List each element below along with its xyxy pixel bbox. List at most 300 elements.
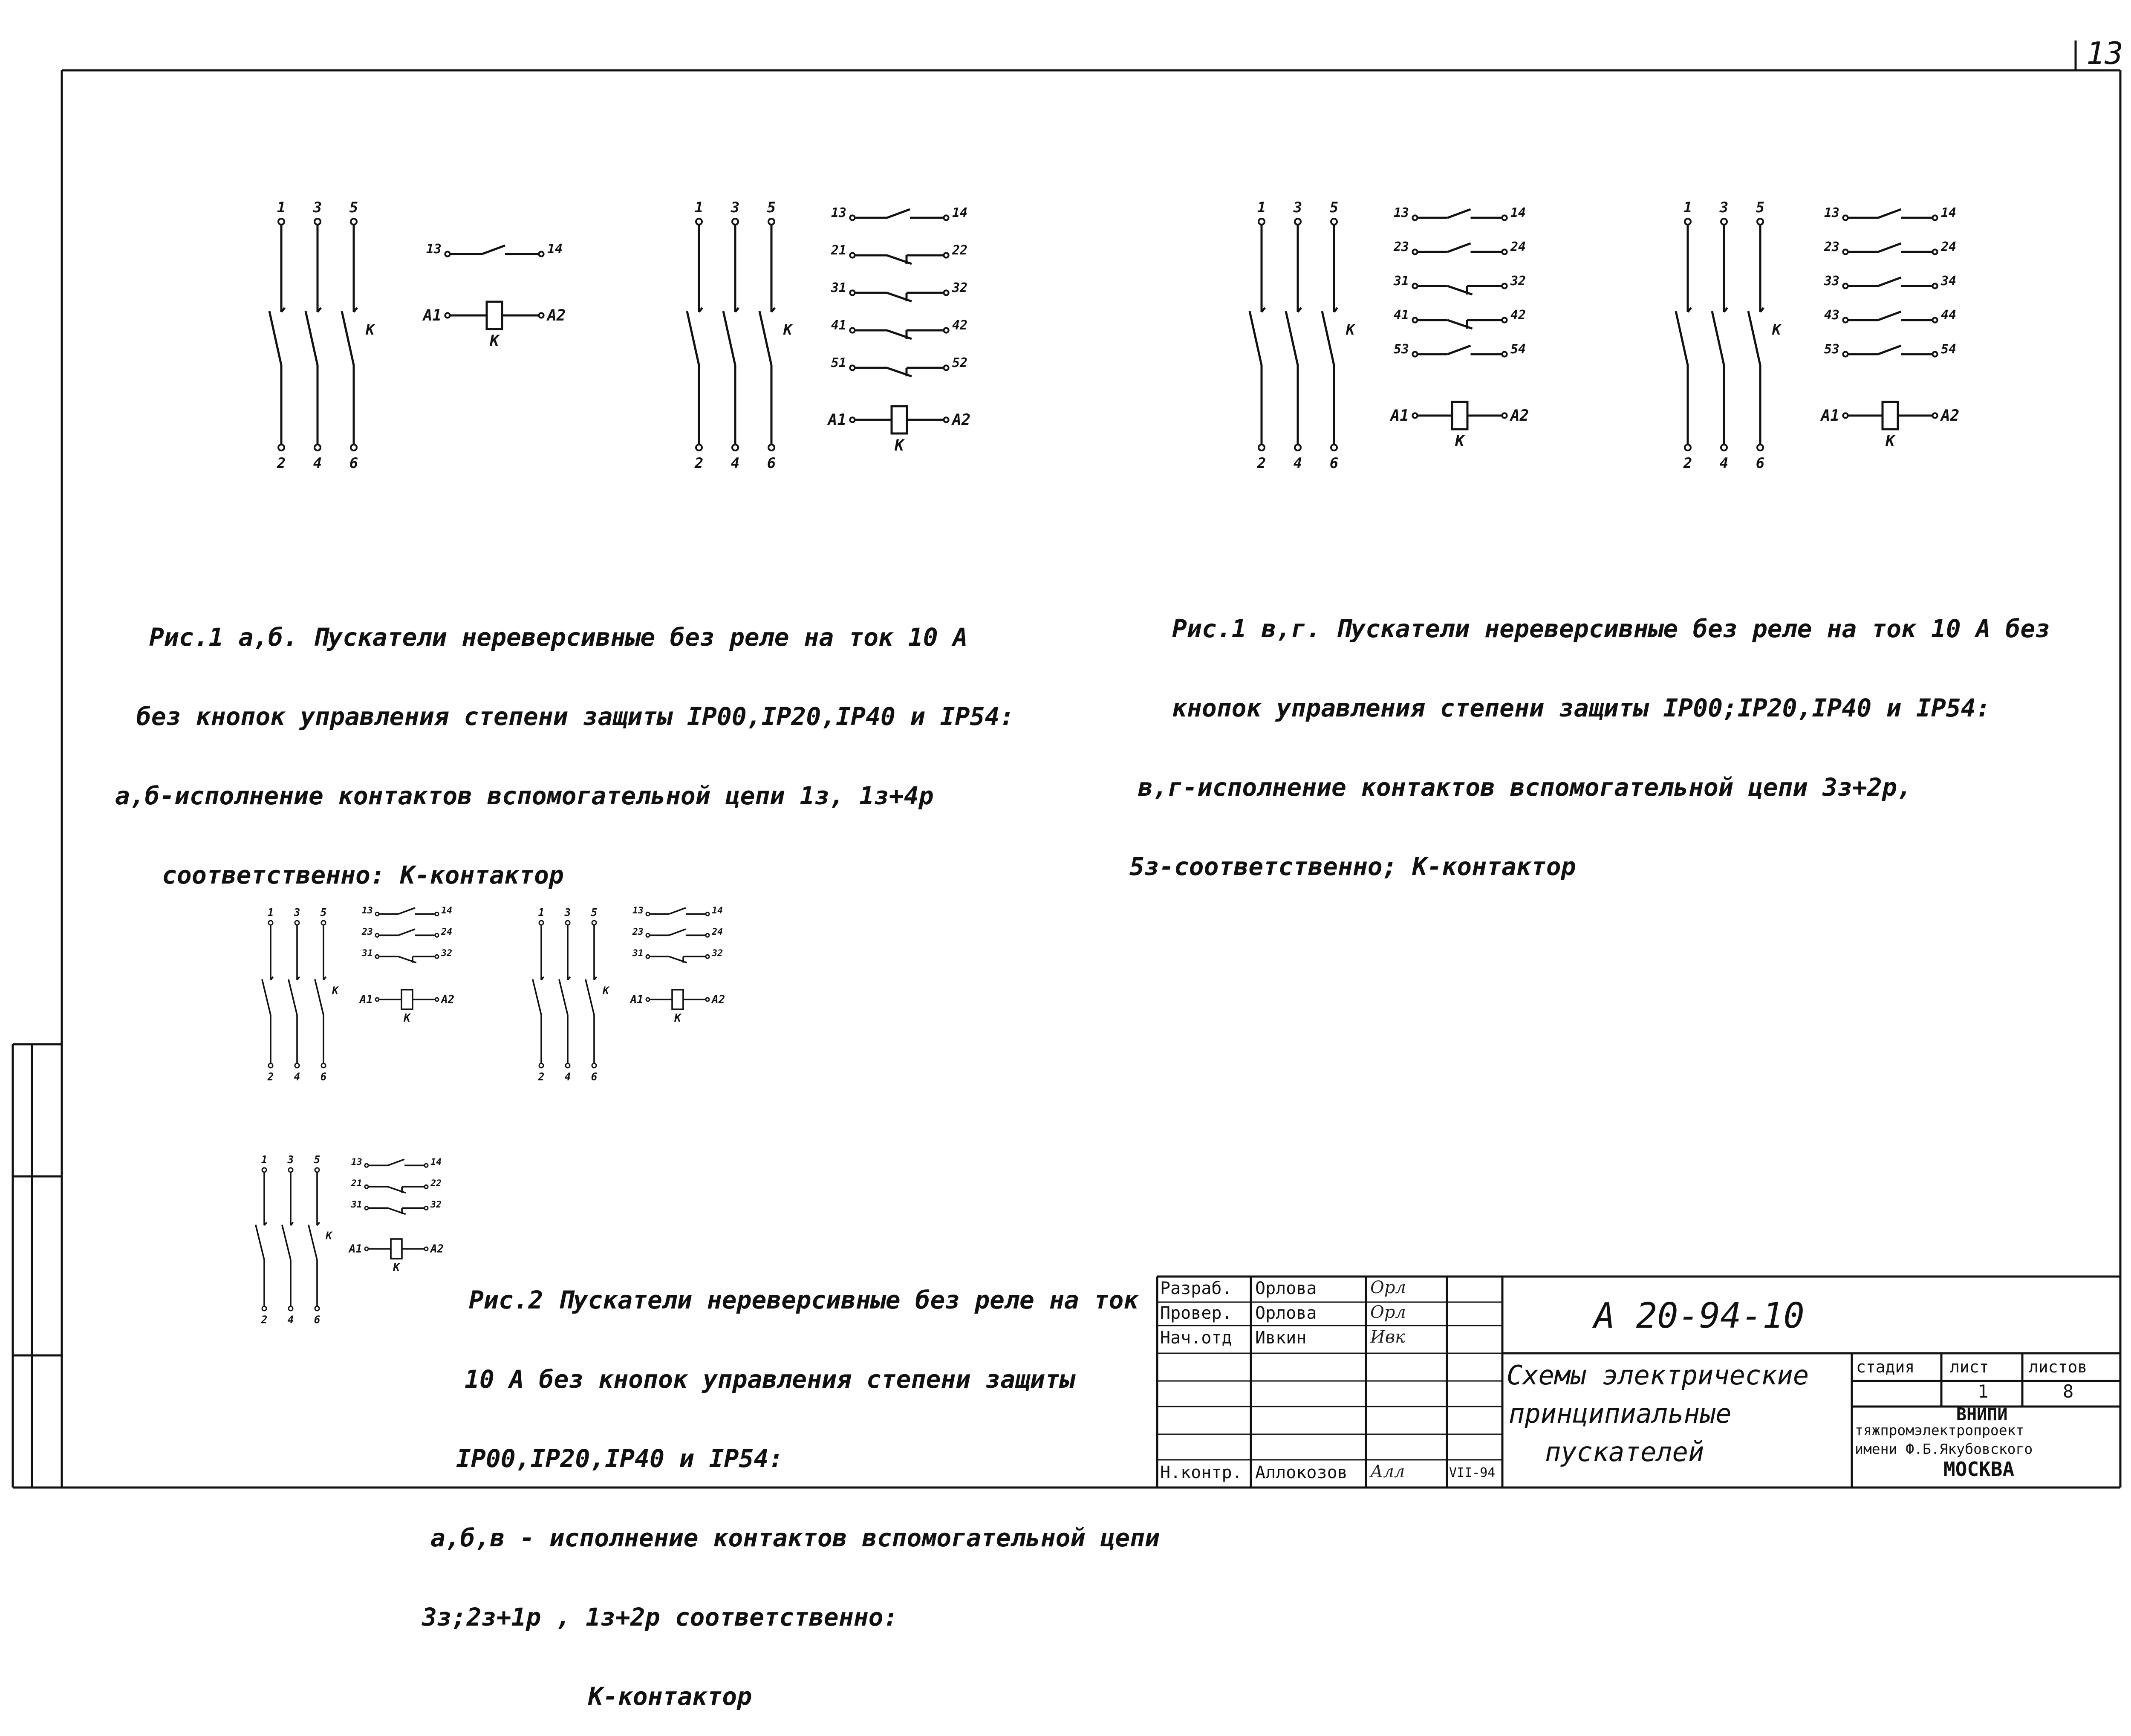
contactor-label: К	[366, 321, 375, 338]
aux-make-blade	[1878, 209, 1901, 218]
aux-make-blade	[398, 929, 415, 935]
aux-break-blade	[1448, 320, 1473, 329]
aux-term-b	[424, 1206, 428, 1210]
terminal-bottom	[732, 445, 738, 451]
terminal-top	[732, 219, 738, 225]
contactor-coil	[391, 1239, 402, 1259]
terminal-top	[1259, 219, 1265, 225]
drawing-title-line2: принципиальные	[1509, 1398, 1732, 1429]
aux-term-a-label: 31	[632, 947, 644, 959]
aux-break-blade	[1448, 286, 1473, 295]
aux-term-b-label: 42	[1510, 308, 1526, 323]
main-contact-blade	[269, 311, 281, 365]
aux-term-a-label: 13	[1824, 205, 1839, 220]
aux-term-a-label: 51	[831, 355, 846, 370]
role-dept-head: Нач.отд	[1160, 1328, 1232, 1348]
caption-line: а,б-исполнение контактов вспомогательной цепи 1з, 1з+4р	[115, 781, 934, 810]
coil-a1-label: А1	[1821, 407, 1839, 425]
aux-term-b	[944, 215, 948, 220]
sheets-header: листов	[2029, 1358, 2088, 1376]
terminal-bottom-label: 4	[1719, 455, 1729, 472]
terminal-bottom-label: 2	[267, 1070, 274, 1083]
coil-a2-label: А2	[1941, 407, 1960, 425]
terminal-bottom	[321, 1063, 326, 1068]
stage-header: стадия	[1856, 1358, 1915, 1376]
terminal-top-label: 1	[1683, 199, 1692, 216]
aux-term-a-label: 53	[1824, 342, 1839, 357]
caption-line: кнопок управления степени защиты IP00;IP20,IP40 и IP54:	[1172, 693, 1991, 722]
contactor-label: К	[783, 321, 792, 338]
schematic-fig2-b	[533, 905, 725, 1083]
aux-term-b	[539, 251, 543, 256]
aux-term-a	[365, 1185, 368, 1188]
caption-fig1-vg	[1129, 563, 2050, 906]
terminal-bottom	[696, 445, 702, 451]
terminal-bottom-label: 2	[1683, 455, 1692, 472]
aux-term-a	[1412, 318, 1417, 322]
main-contact-blade	[559, 979, 568, 1015]
signature-norm-control: Алл	[1370, 1462, 1405, 1482]
aux-term-a	[1843, 283, 1848, 288]
coil-term-a2	[706, 998, 709, 1001]
main-contact-blade	[262, 979, 271, 1015]
aux-break-blade	[887, 255, 912, 264]
terminal-bottom	[262, 1306, 266, 1311]
contactor-coil	[1883, 402, 1898, 429]
aux-term-b	[1502, 352, 1507, 356]
terminal-top	[1295, 219, 1301, 225]
aux-term-a-label: 33	[1824, 274, 1839, 289]
aux-term-b	[1502, 215, 1507, 220]
aux-make-blade	[1878, 312, 1901, 320]
main-contact-blade	[309, 1225, 317, 1260]
terminal-top-label: 1	[694, 199, 704, 216]
drawing-title-line3: пускателей	[1545, 1436, 1704, 1467]
role-developer: Разраб.	[1160, 1279, 1232, 1298]
contactor-coil	[672, 990, 683, 1009]
aux-term-a-label: 31	[361, 947, 373, 959]
terminal-bottom	[539, 1063, 543, 1068]
contactor-coil	[1452, 402, 1467, 429]
main-contact-blade	[1748, 311, 1760, 365]
schematic-fig1-v	[1250, 199, 1529, 472]
contactor-coil	[487, 302, 502, 329]
terminal-top	[269, 921, 273, 925]
role-norm-control: Н.контр.	[1160, 1463, 1242, 1482]
aux-term-b	[1502, 283, 1507, 288]
aux-make-blade	[1448, 209, 1471, 218]
terminal-bottom	[295, 1063, 299, 1068]
main-contact-blade	[759, 311, 771, 365]
aux-term-b	[944, 290, 948, 295]
main-contact-blade	[1250, 311, 1262, 365]
terminal-top	[262, 1168, 266, 1172]
main-contact-blade	[586, 979, 594, 1015]
terminal-bottom	[315, 445, 321, 451]
coil-term-a2	[435, 998, 439, 1001]
signature-developer: Орл	[1370, 1278, 1406, 1297]
terminal-bottom-label: 2	[277, 455, 286, 472]
aux-term-b	[1502, 318, 1507, 322]
terminal-top-label: 5	[320, 906, 327, 919]
aux-break-blade	[887, 368, 912, 376]
org-line1: ВНИПИ	[1956, 1405, 2008, 1424]
terminal-top	[696, 219, 702, 225]
aux-term-a-label: 31	[1393, 274, 1409, 289]
aux-term-b	[944, 365, 948, 370]
coil-term-a1	[365, 1247, 368, 1251]
main-contact-blade	[282, 1225, 291, 1260]
aux-make-blade	[1448, 243, 1471, 252]
caption-line: Рис.2 Пускатели нереверсивные без реле на ток	[469, 1285, 1139, 1314]
sign-date: VII-94	[1449, 1465, 1496, 1480]
aux-make-blade	[1878, 346, 1901, 354]
main-contact-blade	[1676, 311, 1688, 365]
terminal-top	[1331, 219, 1337, 225]
sheet-header: лист	[1950, 1358, 1989, 1376]
aux-make-blade	[388, 1159, 404, 1165]
main-contact-blade	[1712, 311, 1724, 365]
schematic-fig2-v	[256, 1153, 444, 1326]
aux-break-blade	[887, 330, 912, 339]
terminal-top-label: 3	[564, 906, 571, 919]
main-contact-blade	[687, 311, 699, 365]
terminal-bottom-label: 4	[1293, 455, 1302, 472]
contactor-label: К	[603, 984, 609, 997]
aux-term-b-label: 32	[430, 1199, 442, 1210]
terminal-top-label: 5	[591, 906, 598, 919]
contactor-coil	[892, 406, 907, 433]
aux-term-a	[1843, 249, 1848, 254]
schematic-fig1-a	[269, 199, 566, 472]
terminal-top-label: 5	[1329, 199, 1339, 216]
aux-term-a	[1843, 215, 1848, 220]
terminal-bottom	[768, 445, 774, 451]
org-line2: тяжпромэлектропроект	[1855, 1422, 2024, 1438]
aux-term-b-label: 24	[441, 926, 453, 937]
aux-term-b	[706, 955, 709, 958]
terminal-top	[278, 219, 284, 225]
aux-term-a-label: 53	[1393, 342, 1409, 357]
coil-label: К	[1455, 433, 1464, 450]
terminal-bottom	[1331, 445, 1337, 451]
terminal-bottom-label: 6	[1756, 455, 1765, 472]
terminal-top	[768, 219, 774, 225]
aux-term-b	[1932, 318, 1937, 322]
coil-term-a1	[1843, 413, 1848, 418]
name-dept-head: Ивкин	[1255, 1328, 1307, 1348]
aux-term-b-label: 14	[1941, 205, 1957, 220]
terminal-top	[321, 921, 326, 925]
contactor-coil	[401, 990, 413, 1009]
coil-label: К	[674, 1011, 681, 1025]
terminal-bottom	[1259, 445, 1265, 451]
aux-term-b-label: 32	[1510, 274, 1526, 289]
terminal-bottom-label: 6	[314, 1313, 321, 1326]
terminal-top-label: 5	[314, 1153, 321, 1166]
terminal-top-label: 3	[731, 199, 740, 216]
terminal-bottom-label: 2	[538, 1070, 545, 1083]
aux-term-a	[646, 955, 650, 958]
terminal-top	[315, 1168, 319, 1172]
coil-term-a1	[375, 998, 379, 1001]
aux-term-b-label: 14	[441, 905, 453, 916]
terminal-bottom-label: 4	[564, 1070, 571, 1083]
aux-term-a	[850, 215, 855, 220]
terminal-top-label: 1	[261, 1153, 268, 1166]
caption-fig1-ab	[115, 571, 1014, 915]
aux-term-b-label: 34	[1941, 274, 1957, 289]
caption-line: К-контактор	[588, 1682, 752, 1711]
org-line4: МОСКВА	[1943, 1458, 2015, 1481]
aux-term-a-label: 41	[1393, 308, 1409, 323]
aux-term-a	[850, 290, 855, 295]
coil-term-a1	[445, 313, 450, 318]
coil-a1-label: А1	[630, 993, 644, 1006]
signature-checker: Орл	[1370, 1303, 1406, 1322]
coil-term-a1	[646, 998, 650, 1001]
name-checker: Орлова	[1255, 1303, 1317, 1323]
aux-term-a-label: 13	[361, 905, 373, 916]
terminal-bottom	[1721, 445, 1727, 451]
aux-term-a-label: 13	[351, 1156, 362, 1167]
sheets-value: 8	[2063, 1381, 2074, 1402]
terminal-bottom-label: 4	[287, 1313, 294, 1326]
terminal-bottom-label: 6	[767, 455, 776, 472]
terminal-top-label: 1	[538, 906, 545, 919]
terminal-top-label: 3	[294, 906, 300, 919]
terminal-bottom	[278, 445, 284, 451]
aux-term-a	[850, 328, 855, 332]
aux-term-b	[1502, 249, 1507, 254]
terminal-bottom-label: 2	[261, 1313, 268, 1326]
terminal-bottom	[1685, 445, 1691, 451]
contactor-label: К	[1772, 321, 1781, 338]
page-number: 13	[2086, 35, 2123, 71]
terminal-top	[351, 219, 357, 225]
terminal-top-label: 5	[1756, 199, 1765, 216]
aux-term-b-label: 14	[1510, 205, 1526, 220]
main-contact-blade	[723, 311, 735, 365]
aux-term-a-label: 43	[1824, 308, 1839, 323]
aux-term-b	[435, 955, 439, 958]
aux-term-a	[365, 1206, 368, 1210]
main-contact-blade	[1322, 311, 1334, 365]
aux-term-b-label: 52	[952, 355, 968, 370]
terminal-top-label: 1	[267, 906, 274, 919]
caption-line: Рис.1 а,б. Пускатели нереверсивные без реле на ток 10 А	[149, 623, 968, 652]
coil-a2-label: А2	[441, 993, 455, 1006]
terminal-top-label: 1	[277, 199, 286, 216]
aux-term-b	[1932, 249, 1937, 254]
aux-break-blade	[887, 293, 912, 301]
aux-term-b-label: 54	[1510, 342, 1526, 357]
coil-label: К	[490, 332, 499, 350]
aux-term-b	[706, 933, 709, 937]
aux-break-blade	[669, 956, 687, 962]
coil-a1-label: А1	[828, 411, 846, 429]
contactor-label: К	[332, 984, 338, 997]
aux-term-a	[445, 251, 450, 256]
aux-term-a-label: 21	[351, 1178, 362, 1189]
aux-make-blade	[669, 929, 686, 935]
aux-make-blade	[482, 246, 505, 254]
caption-line: без кнопок управления степени защиты IP00,IP20,IP40 и IP54:	[136, 702, 1015, 731]
coil-term-a1	[1412, 413, 1417, 418]
aux-term-b-label: 42	[952, 318, 968, 333]
aux-term-a	[1412, 249, 1417, 254]
coil-a2-label: А2	[547, 307, 566, 324]
aux-term-b-label: 14	[952, 205, 968, 220]
caption-line: Рис.1 в,г. Пускатели нереверсивные без реле на ток 10 А без	[1172, 614, 2050, 643]
terminal-bottom	[1295, 445, 1301, 451]
aux-make-blade	[1448, 346, 1471, 354]
coil-term-a2	[1502, 413, 1507, 418]
org-line3: имени Ф.Б.Якубовского	[1855, 1441, 2033, 1457]
aux-term-b	[944, 328, 948, 332]
terminal-bottom	[289, 1306, 293, 1311]
terminal-top-label: 5	[767, 199, 776, 216]
terminal-bottom	[351, 445, 357, 451]
name-norm-control: Аллокозов	[1255, 1463, 1348, 1482]
terminal-bottom	[1757, 445, 1763, 451]
schematic-fig2-a	[262, 905, 454, 1083]
terminal-bottom-label: 4	[313, 455, 322, 472]
terminal-bottom	[566, 1063, 570, 1068]
aux-term-a-label: 23	[1393, 240, 1409, 254]
main-contact-blade	[306, 311, 318, 365]
role-checker: Провер.	[1160, 1303, 1232, 1323]
terminal-bottom-label: 2	[694, 455, 704, 472]
coil-a1-label: А1	[423, 307, 442, 324]
terminal-top-label: 3	[287, 1153, 294, 1166]
aux-term-b	[1932, 352, 1937, 356]
caption-line: а,б,в - исполнение контактов вспомогательной цепи	[430, 1523, 1160, 1552]
aux-term-b-label: 14	[430, 1156, 442, 1167]
aux-term-a	[850, 365, 855, 370]
aux-term-a-label: 13	[831, 205, 846, 220]
main-contact-blade	[256, 1225, 264, 1260]
aux-term-a-label: 13	[426, 242, 442, 257]
main-contact-blade	[289, 979, 297, 1015]
terminal-bottom-label: 6	[349, 455, 358, 472]
aux-term-a-label: 13	[1393, 205, 1409, 220]
terminal-top	[592, 921, 596, 925]
terminal-top	[566, 921, 570, 925]
caption-line: соответственно: К-контактор	[162, 861, 564, 890]
aux-term-b	[1932, 215, 1937, 220]
terminal-top-label: 1	[1257, 199, 1266, 216]
aux-term-a	[1412, 215, 1417, 220]
caption-line: 3з;2з+1р , 1з+2р соответственно:	[422, 1603, 898, 1632]
aux-make-blade	[1878, 243, 1901, 252]
aux-term-b-label: 22	[952, 243, 968, 258]
coil-a1-label: А1	[1390, 407, 1409, 425]
aux-term-b-label: 14	[712, 905, 723, 916]
terminal-bottom-label: 4	[731, 455, 740, 472]
aux-term-b	[1932, 283, 1937, 288]
aux-term-a	[1843, 352, 1848, 356]
terminal-top-label: 3	[1719, 199, 1729, 216]
aux-term-a-label: 23	[1824, 240, 1839, 254]
terminal-top	[1721, 219, 1727, 225]
coil-a1-label: А1	[349, 1242, 362, 1256]
caption-line: IP00,IP20,IP40 и IP54:	[456, 1444, 784, 1473]
aux-term-a	[375, 955, 379, 958]
schematic-fig1-g	[1676, 199, 1959, 472]
caption-line: в,г-исполнение контактов вспомогательной цепи 3з+2р,	[1138, 773, 1912, 802]
aux-term-a-label: 31	[351, 1199, 362, 1210]
terminal-bottom	[592, 1063, 596, 1068]
terminal-top	[295, 921, 299, 925]
aux-term-a	[646, 933, 650, 937]
aux-term-b-label: 22	[430, 1178, 442, 1189]
terminal-bottom-label: 6	[1329, 455, 1339, 472]
aux-term-a-label: 31	[831, 280, 846, 295]
main-contact-blade	[315, 979, 323, 1015]
coil-label: К	[393, 1261, 400, 1274]
aux-break-blade	[398, 956, 416, 962]
caption-fig2	[422, 1234, 1160, 1736]
aux-term-b-label: 14	[547, 242, 563, 257]
coil-term-a1	[850, 417, 855, 422]
aux-term-a-label: 23	[632, 926, 644, 937]
terminal-bottom-label: 6	[591, 1070, 598, 1083]
aux-term-a	[850, 253, 855, 257]
caption-line: 5з-соответственно; К-контактор	[1129, 852, 1576, 881]
aux-term-a	[1843, 318, 1848, 322]
coil-term-a2	[539, 313, 543, 318]
aux-term-a	[375, 933, 379, 937]
aux-term-b	[424, 1185, 428, 1188]
aux-term-b	[424, 1164, 428, 1167]
coil-label: К	[895, 437, 904, 454]
aux-term-a-label: 13	[632, 905, 644, 916]
terminal-top	[1685, 219, 1691, 225]
coil-a2-label: А2	[1510, 407, 1529, 425]
main-contact-blade	[342, 311, 354, 365]
aux-break-blade	[388, 1187, 406, 1193]
aux-term-a-label: 21	[831, 243, 846, 258]
coil-a2-label: А2	[952, 411, 971, 429]
aux-term-b-label: 24	[1941, 240, 1957, 254]
aux-term-b	[435, 933, 439, 937]
aux-make-blade	[887, 209, 910, 218]
main-contact-blade	[1286, 311, 1298, 365]
terminal-top	[315, 219, 321, 225]
aux-term-b-label: 32	[441, 947, 453, 959]
schematic-fig1-b	[687, 199, 970, 472]
terminal-bottom-label: 6	[320, 1070, 327, 1083]
coil-term-a2	[944, 417, 948, 422]
name-developer: Орлова	[1255, 1279, 1317, 1298]
terminal-top	[289, 1168, 293, 1172]
main-contact-blade	[533, 979, 541, 1015]
coil-a2-label: А2	[712, 993, 725, 1006]
coil-label: К	[404, 1011, 410, 1025]
terminal-bottom-label: 2	[1257, 455, 1266, 472]
terminal-top-label: 3	[1293, 199, 1302, 216]
aux-term-b-label: 44	[1941, 308, 1957, 323]
terminal-top	[1757, 219, 1763, 225]
signature-dept-head: Ивк	[1370, 1327, 1406, 1347]
terminal-bottom	[315, 1306, 319, 1311]
aux-term-a	[1412, 352, 1417, 356]
aux-make-blade	[1878, 277, 1901, 286]
aux-term-a-label: 41	[831, 318, 846, 333]
terminal-top	[539, 921, 543, 925]
terminal-bottom-label: 4	[294, 1070, 300, 1083]
